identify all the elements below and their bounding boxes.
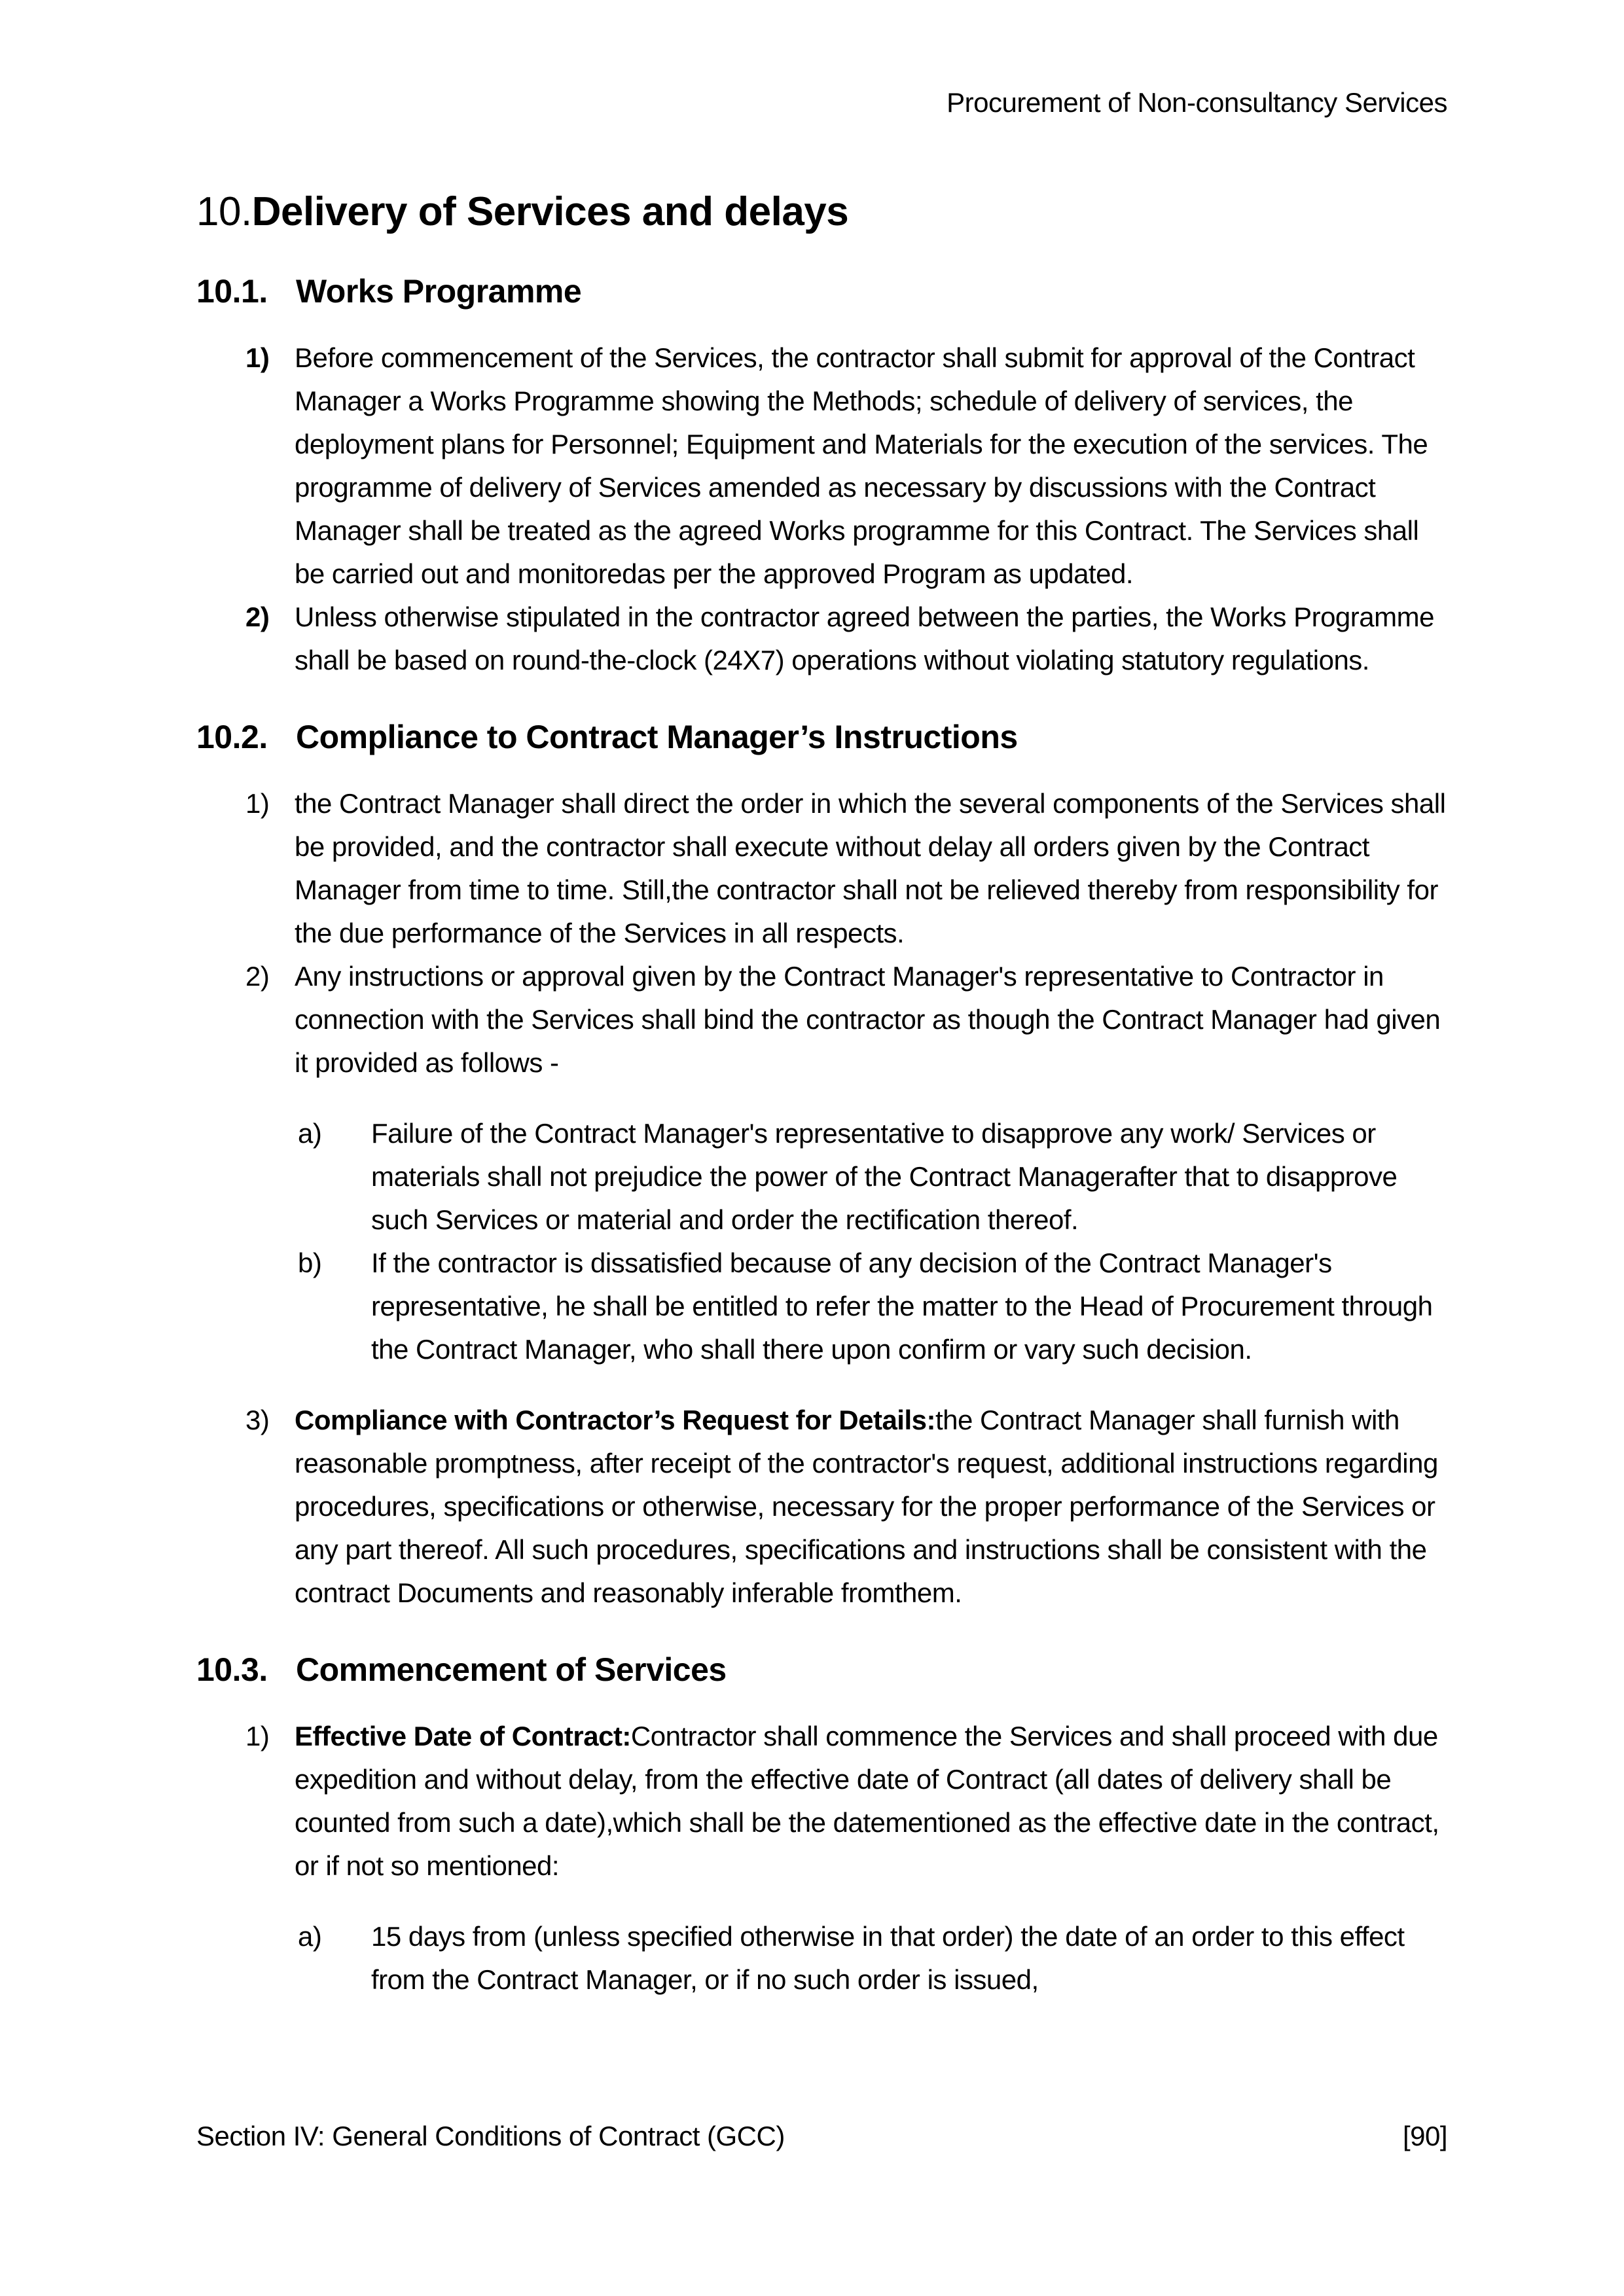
section (196, 718, 1447, 1615)
item-lead: Effective Date of Contract: (295, 1721, 631, 1751)
sub-list-marker: a) (298, 1921, 322, 1952)
sub-list (196, 1915, 1447, 2001)
sub-list-item (298, 1242, 1447, 1371)
list-marker: 2) (245, 601, 270, 632)
sub-list (196, 1112, 1447, 1371)
item-text (295, 1715, 1447, 1888)
list-item (245, 955, 1447, 1085)
sub-list-marker: b) (298, 1247, 322, 1278)
item-body: Before commencement of the Services, the contractor shall submit for approval of the Contract Manager a Works Programme showing the Methods; schedule of delivery of services, the deployment plans for Personnel; Equipment and Materials for the execution of the services. The programme of delivery of Services amended as necessary by discussions with the Contract Manager shall be treated as the agreed Works programme for this Contract. The Services shall be carried out and monitoredas per the approved Program as updated. (295, 342, 1428, 589)
section-heading (196, 718, 1447, 756)
list-marker: 1) (245, 788, 270, 819)
item-text (295, 782, 1447, 955)
section (196, 1651, 1447, 2001)
section-heading (196, 1651, 1447, 1689)
page-header: Procurement of Non-consultancy Services (947, 87, 1447, 118)
item-body: Contractor shall commence the Services and shall proceed with due expedition and without delay, from the effective date of Contract (all dates of delivery shall be counted from such a date),which shall be the datementioned as the effective date in the contract, or if not so mentioned: (295, 1721, 1439, 1881)
page-title (196, 188, 1447, 236)
section-items (196, 1715, 1447, 2001)
item-body: the Contract Manager shall furnish with reasonable promptness, after receipt of the contractor's request, additional instructions regarding procedures, specifications or otherwise, necessary for the proper performance of the Services or any part thereof. All such procedures, specifications and instructions shall be consistent with the contract Documents and reasonably inferable fromthem. (295, 1405, 1438, 1608)
item-body: the Contract Manager shall direct the order in which the several components of the Services shall be provided, and the contractor shall execute without delay all orders given by the Contract Manager from time to time. Still,the contractor shall not be relieved thereby from responsibility for the due performance of the Services in all respects. (295, 788, 1446, 948)
list-item (245, 782, 1447, 955)
section-title: Compliance to Contract Manager’s Instructions (296, 719, 1018, 755)
page-footer (196, 2119, 1447, 2153)
list-marker: 1) (245, 1721, 270, 1751)
sub-item-text: Failure of the Contract Manager's representative to disapprove any work/ Services or materials shall not prejudice the power of the Contract Managerafter that to disapprove such Services or material and order the rectification thereof. (371, 1118, 1398, 1235)
item-text (295, 336, 1447, 596)
list-item (245, 1715, 1447, 1888)
list-item (245, 1399, 1447, 1615)
list-item (245, 596, 1447, 682)
item-text (295, 955, 1447, 1085)
section-number: 10.1. (196, 273, 268, 310)
page-title-number: 10. (196, 189, 252, 234)
section-items (196, 782, 1447, 1615)
sub-item-text: 15 days from (unless specified otherwise in that order) the date of an order to this effect from the Contract Manager, or if no such order is issued, (371, 1921, 1405, 1995)
footer-section-label: Section IV: General Conditions of Contract (GCC) (196, 2121, 785, 2151)
sub-list-item (298, 1915, 1447, 2001)
list-marker: 3) (245, 1405, 270, 1435)
section-number: 10.3. (196, 1651, 268, 1688)
sub-list-item (298, 1112, 1447, 1242)
section-title: Works Programme (296, 273, 582, 310)
section-number: 10.2. (196, 719, 268, 755)
item-body: Any instructions or approval given by the Contract Manager's representative to Contractor in connection with the Services shall bind the contractor as though the Contract Manager had given it provided as follows - (295, 961, 1441, 1078)
list-item (245, 336, 1447, 596)
section-heading (196, 272, 1447, 310)
item-body: Unless otherwise stipulated in the contractor agreed between the parties, the Works Programme shall be based on round-the-clock (24X7) operations without violating statutory regulations. (295, 601, 1434, 675)
item-text (295, 1399, 1447, 1615)
page-title-text: Delivery of Services and delays (251, 189, 849, 234)
section-items (196, 336, 1447, 682)
item-text (295, 596, 1447, 682)
list-marker: 1) (245, 342, 270, 373)
sub-item-text: If the contractor is dissatisfied because of any decision of the Contract Manager's representative, he shall be entitled to refer the matter to the Head of Procurement through the Contract Manager, who shall there upon confirm or vary such decision. (371, 1247, 1433, 1365)
section-title: Commencement of Services (296, 1651, 727, 1688)
section (196, 272, 1447, 682)
document-body (196, 272, 1447, 2001)
item-lead: Compliance with Contractor’s Request for Details: (295, 1405, 935, 1435)
sub-list-marker: a) (298, 1118, 322, 1149)
list-marker: 2) (245, 961, 270, 992)
page-number: [90] (1402, 2121, 1447, 2151)
